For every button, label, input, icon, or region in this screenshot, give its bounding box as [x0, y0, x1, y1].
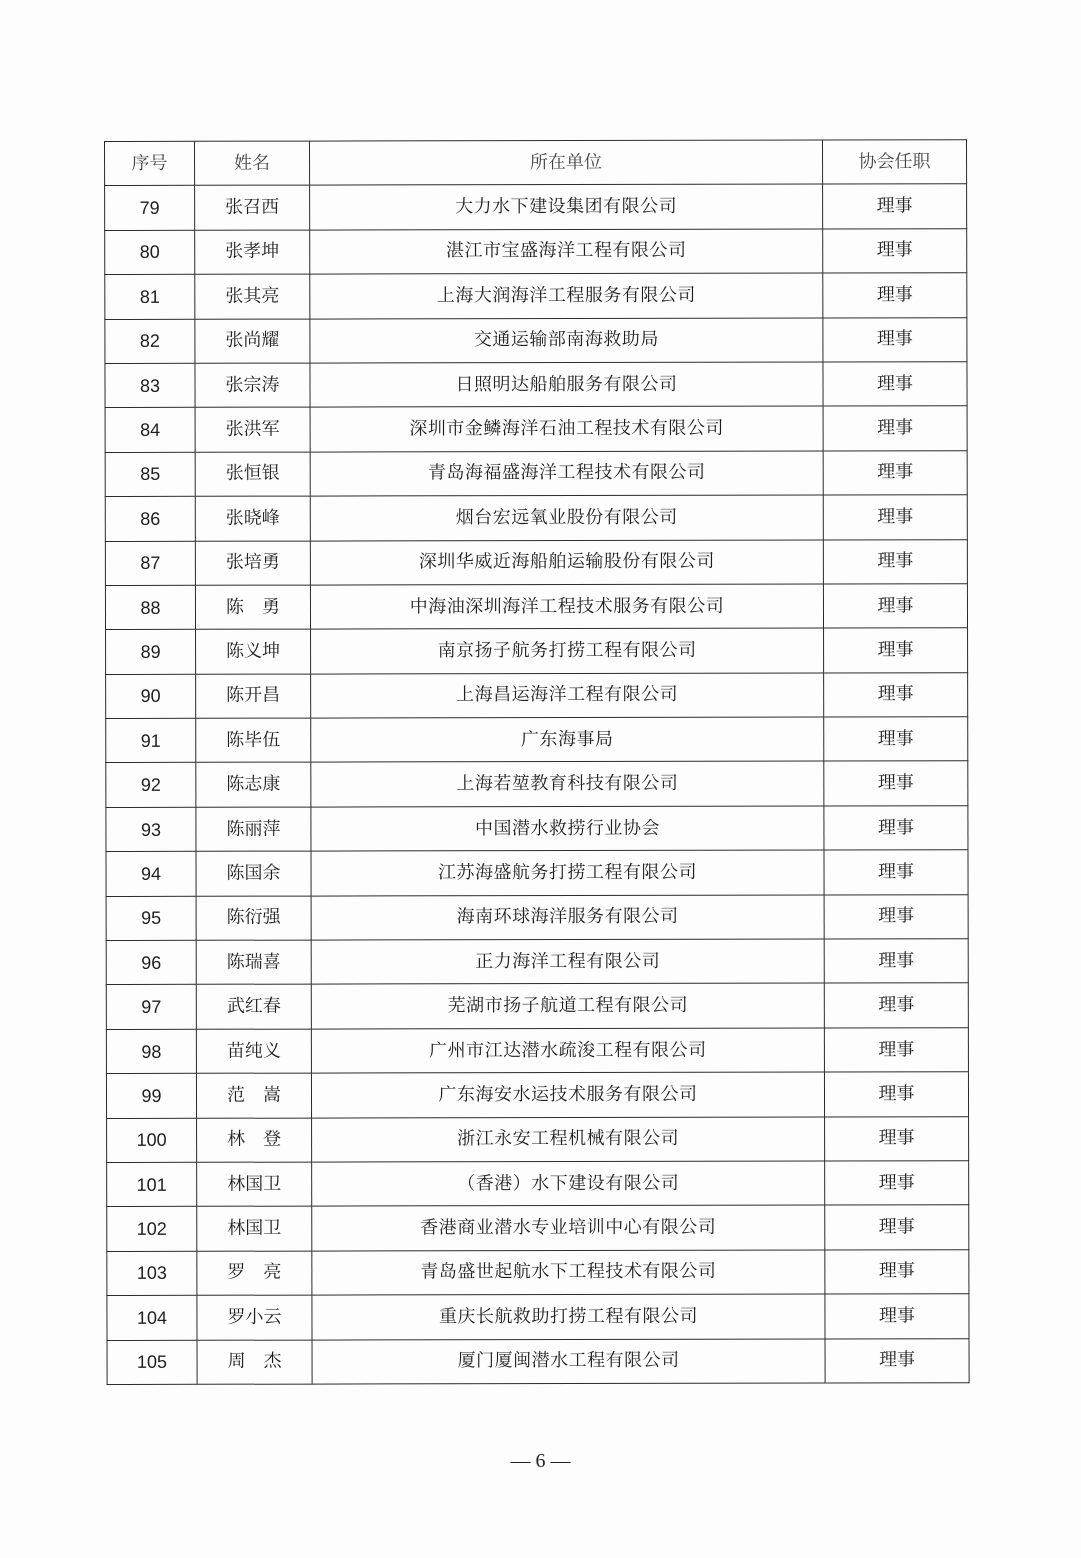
row-name: 陈 勇 [195, 585, 310, 630]
row-name: 张恒银 [195, 452, 310, 497]
table-row [107, 1249, 969, 1295]
row-organization: 浙江永安工程机械有限公司 [312, 1117, 825, 1162]
table-row [106, 806, 968, 852]
row-organization: 交通运输部南海救助局 [310, 318, 823, 363]
row-organization: （香港）水下建设有限公司 [312, 1161, 825, 1206]
row-serial-number: 92 [106, 763, 196, 808]
row-serial-number: 93 [106, 807, 196, 852]
row-serial-number: 81 [105, 274, 195, 319]
row-serial-number: 104 [107, 1295, 197, 1340]
row-name: 陈丽萍 [196, 807, 311, 852]
row-name: 范 嵩 [196, 1073, 311, 1118]
row-organization: 上海大润海洋工程服务有限公司 [310, 273, 823, 318]
row-serial-number: 80 [105, 230, 195, 275]
table-row [106, 672, 968, 718]
row-name: 林国卫 [197, 1206, 312, 1251]
row-organization: 深圳市金鳞海洋石油工程技术有限公司 [310, 406, 823, 451]
row-role: 理事 [824, 628, 968, 673]
row-serial-number: 82 [105, 319, 195, 364]
row-name: 罗小云 [197, 1295, 312, 1340]
row-name: 陈瑞喜 [196, 940, 311, 985]
row-organization: 中国潜水救捞行业协会 [311, 806, 824, 851]
member-table [104, 139, 970, 1385]
header-association-role: 协会任职 [822, 140, 966, 185]
row-role: 理事 [823, 228, 967, 273]
table-row [105, 273, 967, 319]
row-organization: 重庆长航救助打捞工程有限公司 [312, 1294, 825, 1339]
row-serial-number: 88 [105, 585, 195, 630]
row-role: 理事 [825, 1116, 969, 1161]
row-serial-number: 102 [107, 1207, 197, 1252]
row-serial-number: 86 [105, 496, 195, 541]
row-organization: 大力水下建设集团有限公司 [310, 184, 823, 229]
table-header-row [105, 140, 967, 186]
row-serial-number: 99 [106, 1074, 196, 1119]
row-serial-number: 87 [105, 541, 195, 586]
row-role: 理事 [823, 317, 967, 362]
row-serial-number: 96 [106, 940, 196, 985]
table-row [105, 584, 967, 630]
row-role: 理事 [824, 1028, 968, 1073]
table-row [106, 628, 968, 674]
table-row [106, 983, 968, 1029]
table-row [105, 495, 967, 541]
page-number: — 6 — [510, 1450, 571, 1472]
row-role: 理事 [823, 273, 967, 318]
row-organization: 广东海事局 [311, 717, 824, 762]
row-serial-number: 85 [105, 452, 195, 497]
row-serial-number: 105 [107, 1340, 197, 1385]
row-serial-number: 84 [105, 408, 195, 453]
row-organization: 日照明达船舶服务有限公司 [310, 362, 823, 407]
row-role: 理事 [824, 850, 968, 895]
row-name: 陈开昌 [196, 674, 311, 719]
table-row [107, 1205, 969, 1251]
row-organization: 上海若堃教育科技有限公司 [311, 761, 824, 806]
table-body [105, 184, 970, 1384]
row-name: 张洪军 [195, 407, 310, 452]
row-role: 理事 [824, 894, 968, 939]
row-organization: 正力海洋工程有限公司 [311, 939, 824, 984]
table-row [106, 761, 968, 807]
table-row [105, 317, 967, 363]
row-name: 张孝坤 [195, 230, 310, 275]
row-name: 林国卫 [197, 1162, 312, 1207]
row-role: 理事 [825, 1161, 969, 1206]
row-role: 理事 [823, 495, 967, 540]
row-name: 张尚耀 [195, 319, 310, 364]
row-role: 理事 [824, 672, 968, 717]
row-serial-number: 83 [105, 363, 195, 408]
table-row [106, 939, 968, 985]
row-role: 理事 [825, 1205, 969, 1250]
row-organization: 江苏海盛航务打捞工程有限公司 [311, 850, 824, 895]
table-row [106, 850, 968, 896]
row-serial-number: 95 [106, 896, 196, 941]
table-row [105, 450, 967, 496]
row-organization: 湛江市宝盛海洋工程有限公司 [310, 229, 823, 274]
row-name: 周 杰 [197, 1340, 312, 1385]
row-name: 武红春 [196, 984, 311, 1029]
row-organization: 海南环球海洋服务有限公司 [311, 895, 824, 940]
row-serial-number: 100 [107, 1118, 197, 1163]
table-row [105, 362, 967, 408]
row-serial-number: 89 [106, 630, 196, 675]
row-name: 陈志康 [196, 763, 311, 808]
row-organization: 青岛盛世起航水下工程技术有限公司 [312, 1250, 825, 1295]
row-organization: 青岛海福盛海洋工程技术有限公司 [310, 451, 823, 496]
row-serial-number: 103 [107, 1251, 197, 1296]
row-role: 理事 [823, 184, 967, 229]
row-role: 理事 [823, 450, 967, 495]
table-row [107, 1116, 969, 1162]
row-role: 理事 [824, 806, 968, 851]
header-organization: 所在单位 [310, 140, 823, 185]
row-serial-number: 97 [106, 985, 196, 1030]
row-role: 理事 [823, 362, 967, 407]
table-row [107, 1338, 969, 1384]
row-role: 理事 [825, 1294, 969, 1339]
row-organization: 厦门厦闽潜水工程有限公司 [312, 1339, 825, 1384]
row-name: 陈义坤 [196, 629, 311, 674]
row-organization: 中海油深圳海洋工程技术服务有限公司 [310, 584, 823, 629]
row-serial-number: 91 [106, 718, 196, 763]
header-serial-number: 序号 [105, 141, 195, 186]
row-organization: 上海昌运海洋工程有限公司 [311, 673, 824, 718]
row-role: 理事 [823, 539, 967, 584]
row-name: 张晓峰 [195, 496, 310, 541]
row-name: 张召西 [195, 185, 310, 230]
row-name: 陈衍强 [196, 896, 311, 941]
row-name: 张培勇 [195, 541, 310, 586]
table-row [105, 539, 967, 585]
row-role: 理事 [825, 1249, 969, 1294]
row-name: 陈毕伍 [196, 718, 311, 763]
row-role: 理事 [824, 761, 968, 806]
row-name: 陈国余 [196, 851, 311, 896]
row-serial-number: 90 [106, 674, 196, 719]
table-row [106, 1072, 968, 1118]
row-serial-number: 94 [106, 852, 196, 897]
row-name: 张宗涛 [195, 363, 310, 408]
row-serial-number: 101 [107, 1162, 197, 1207]
header-name: 姓名 [195, 141, 310, 186]
row-role: 理事 [825, 1338, 969, 1383]
table-row [105, 406, 967, 452]
row-role: 理事 [823, 406, 967, 451]
row-organization: 南京扬子航务打捞工程有限公司 [311, 628, 824, 673]
row-role: 理事 [824, 939, 968, 984]
table-row [105, 228, 967, 274]
row-name: 张其亮 [195, 274, 310, 319]
row-role: 理事 [823, 584, 967, 629]
row-organization: 烟台宏远氧业股份有限公司 [310, 495, 823, 540]
row-name: 林 登 [197, 1118, 312, 1163]
row-name: 苗纯义 [196, 1029, 311, 1074]
row-serial-number: 98 [106, 1029, 196, 1074]
row-role: 理事 [824, 1072, 968, 1117]
table-row [106, 1028, 968, 1074]
row-organization: 深圳华威近海船舶运输股份有限公司 [310, 540, 823, 585]
row-name: 罗 亮 [197, 1251, 312, 1296]
row-role: 理事 [824, 717, 968, 762]
row-organization: 芜湖市扬子航道工程有限公司 [311, 983, 824, 1028]
table-row [106, 894, 968, 940]
table-row [105, 184, 967, 230]
row-organization: 广东海安水运技术服务有限公司 [311, 1072, 824, 1117]
table-row [107, 1294, 969, 1340]
table-row [106, 717, 968, 763]
row-role: 理事 [824, 983, 968, 1028]
row-organization: 广州市江达潜水疏浚工程有限公司 [311, 1028, 824, 1073]
table-row [107, 1161, 969, 1207]
row-organization: 香港商业潜水专业培训中心有限公司 [312, 1205, 825, 1250]
row-serial-number: 79 [105, 186, 195, 231]
